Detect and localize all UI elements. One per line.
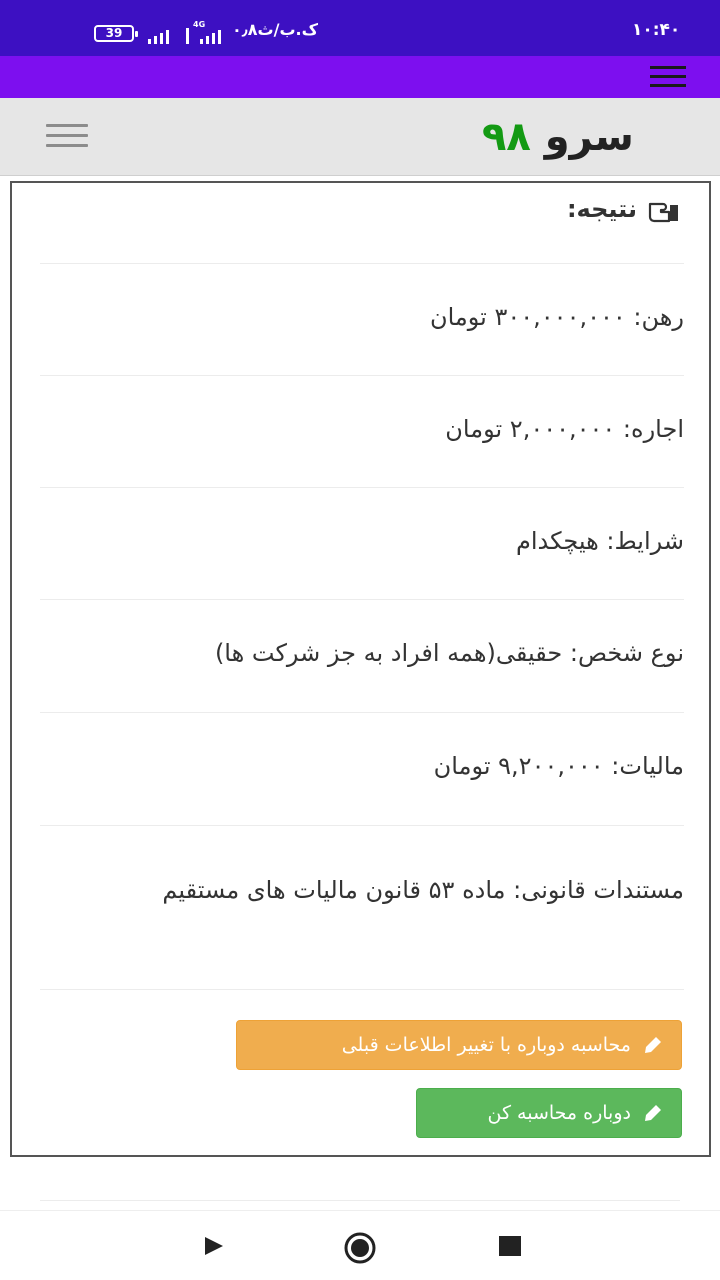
divider [40, 825, 684, 826]
result-heading [567, 195, 681, 223]
logo-text: سرو [544, 114, 634, 160]
status-bar [0, 0, 720, 56]
rent-row: اجاره: ۲,۰۰۰,۰۰۰ تومان [445, 415, 684, 443]
battery-icon: 39 [94, 25, 134, 42]
signal-icon [148, 24, 174, 44]
menu-icon[interactable] [650, 66, 686, 88]
network-type: 4G [193, 20, 206, 29]
site-header [0, 98, 720, 176]
divider [40, 1200, 680, 1201]
tax-row: مالیات: ۹,۲۰۰,۰۰۰ تومان [433, 752, 684, 780]
recalculate-with-changes-button[interactable] [236, 1020, 682, 1070]
hamburger-menu-icon[interactable] [46, 124, 88, 148]
recalculate-button[interactable] [416, 1088, 682, 1138]
status-time: ۱۰:۴۰ [632, 20, 681, 40]
system-nav-bar [0, 1210, 720, 1280]
pencil-icon [643, 1035, 663, 1055]
divider [40, 375, 684, 376]
conditions-row: شرایط: هیچکدام [516, 527, 684, 555]
recalculate-label: دوباره محاسبه کن [487, 1102, 631, 1124]
divider [40, 487, 684, 488]
recent-apps-icon[interactable] [499, 1236, 521, 1256]
data-speed: ۰٫۸ک.ب/ث [232, 20, 318, 39]
legal-basis-row: مستندات قانونی: ماده ۵۳ قانون مالیات های مستقیم [162, 876, 684, 904]
hand-pointing-icon [647, 195, 681, 223]
divider [40, 263, 684, 264]
app-bar [0, 56, 720, 98]
result-title: نتیجه: [566, 195, 637, 223]
home-circle-icon[interactable] [343, 1231, 377, 1265]
mortgage-row: رهن: ۳۰۰,۰۰۰,۰۰۰ تومان [429, 303, 684, 331]
recalculate-with-changes-label: محاسبه دوباره با تغییر اطلاعات قبلی [341, 1034, 631, 1056]
site-logo[interactable] [482, 114, 634, 160]
pencil-icon [643, 1103, 663, 1123]
signal-icon [186, 24, 192, 44]
divider [40, 599, 684, 600]
logo-number: ۹۸ [482, 114, 531, 160]
divider [40, 989, 684, 990]
divider [40, 712, 684, 713]
back-triangle-icon[interactable] [203, 1235, 225, 1257]
person-type-row: نوع شخص: حقیقی(همه افراد به جز شرکت ها) [214, 639, 684, 667]
result-card [10, 181, 711, 1157]
